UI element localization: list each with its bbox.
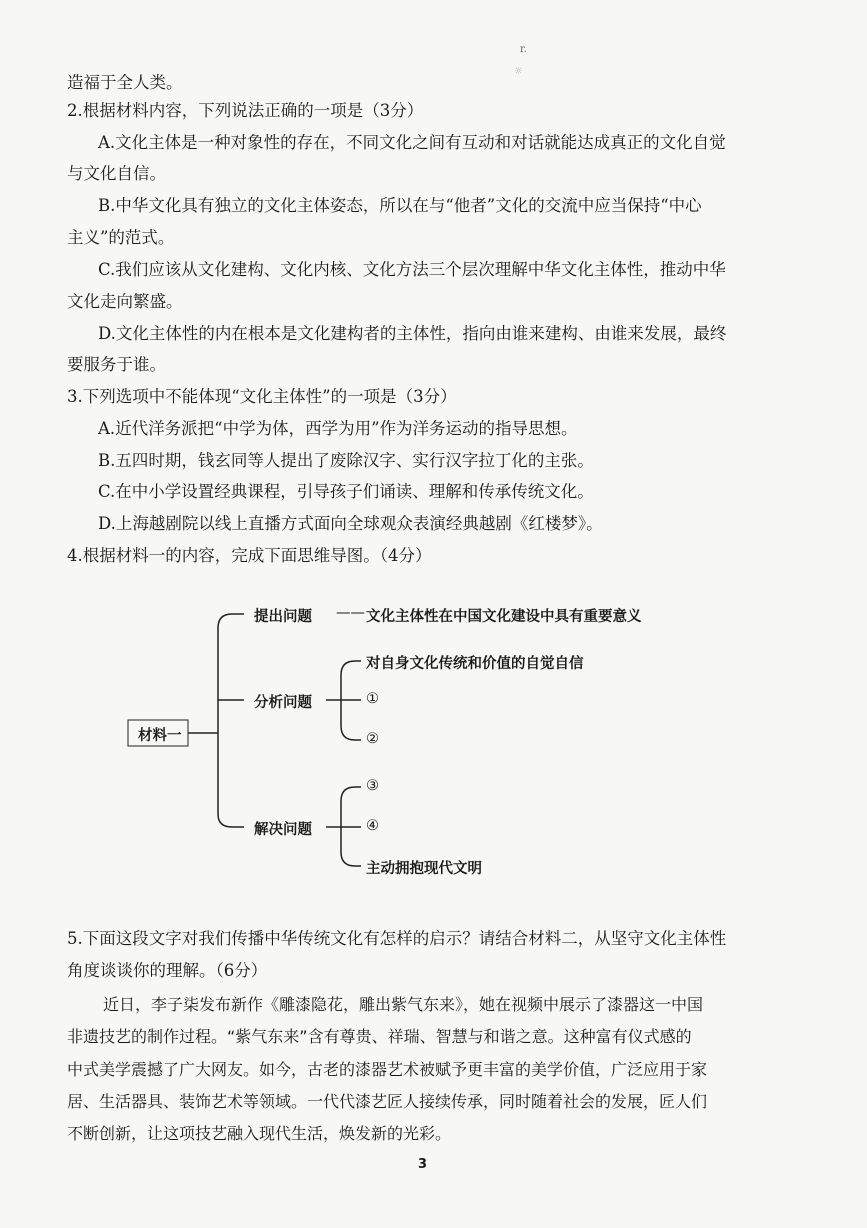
mindmap-branch-analyze: 分析问题	[254, 695, 312, 711]
page-number: 3	[418, 1157, 428, 1172]
option-2d: D.文化主体性的内在根本是文化建构者的主体性，指向由谁来建构、由谁来发展，最终	[98, 324, 727, 343]
question-5-cont: 角度谈谈你的理解。（6分）	[67, 961, 268, 980]
scan-speck: r.	[520, 44, 527, 55]
mindmap-root: 材料一	[138, 728, 182, 744]
mindmap-blank-2: ②	[366, 731, 379, 747]
scan-speck: ☼	[514, 66, 523, 77]
option-2a-cont: 与文化自信。	[67, 164, 166, 183]
text-line: 造福于全人类。	[67, 73, 183, 92]
option-2b-cont: 主义”的范式。	[67, 228, 175, 247]
passage-line: 不断创新，让这项技艺融入现代生活，焕发新的光彩。	[67, 1124, 452, 1143]
mindmap-branch-raise: 提出问题	[254, 609, 312, 625]
option-3a: A.近代洋务派把“中学为体，西学为用”作为洋务运动的指导思想。	[98, 419, 578, 438]
mindmap-dash: ——	[336, 605, 365, 621]
passage-line: 居、生活器具、装饰艺术等领域。一代代漆艺匠人接续传承，同时随着社会的发展，匠人们	[67, 1092, 708, 1111]
option-3d: D.上海越剧院以线上直播方式面向全球观众表演经典越剧《红楼梦》。	[98, 514, 603, 533]
option-2c: C.我们应该从文化建构、文化内核、文化方法三个层次理解中华文化主体性，推动中华	[98, 260, 726, 279]
mindmap-blank-3: ③	[366, 778, 379, 794]
question-2: 2.根据材料内容，下列说法正确的一项是（3分）	[67, 101, 424, 120]
mindmap-leaf: 文化主体性在中国文化建设中具有重要意义	[366, 609, 642, 625]
mindmap-branch-solve: 解决问题	[254, 822, 312, 838]
option-2d-cont: 要服务于谁。	[67, 355, 166, 374]
option-2b: B.中华文化具有独立的文化主体姿态，所以在与“他者”文化的交流中应当保持“中心	[98, 196, 702, 215]
mindmap-blank-1: ①	[366, 691, 379, 707]
question-3: 3.下列选项中不能体现“文化主体性”的一项是（3分）	[67, 387, 457, 406]
passage-line: 近日，李子柒发布新作《雕漆隐花，雕出紫气东来》，她在视频中展示了漆器这一中国	[103, 995, 704, 1014]
option-3b: B.五四时期，钱玄同等人提出了废除汉字、实行汉字拉丁化的主张。	[98, 451, 594, 470]
mind-map-connectors	[0, 580, 867, 900]
option-3c: C.在中小学设置经典课程，引导孩子们诵读、理解和传承传统文化。	[98, 482, 594, 501]
question-5: 5.下面这段文字对我们传播中华传统文化有怎样的启示？请结合材料二，从坚守文化主体性	[67, 929, 727, 948]
mind-map	[0, 580, 867, 900]
option-2a: A.文化主体是一种对象性的存在，不同文化之间有互动和对话就能达成真正的文化自觉	[98, 133, 726, 152]
passage-line: 非遗技艺的制作过程。“紫气东来”含有尊贵、祥瑞、智慧与和谐之意。这种富有仪式感的	[67, 1027, 692, 1046]
passage-line: 中式美学震撼了广大网友。如今，古老的漆器艺术被赋予更丰富的美学价值，广泛应用于家	[67, 1060, 708, 1079]
mindmap-leaf: 主动拥抱现代文明	[366, 861, 482, 877]
mindmap-leaf: 对自身文化传统和价值的自觉自信	[366, 656, 584, 672]
question-4: 4.根据材料一的内容，完成下面思维导图。（4分）	[67, 546, 432, 565]
mindmap-blank-4: ④	[366, 818, 379, 834]
option-2c-cont: 文化走向繁盛。	[67, 292, 183, 311]
